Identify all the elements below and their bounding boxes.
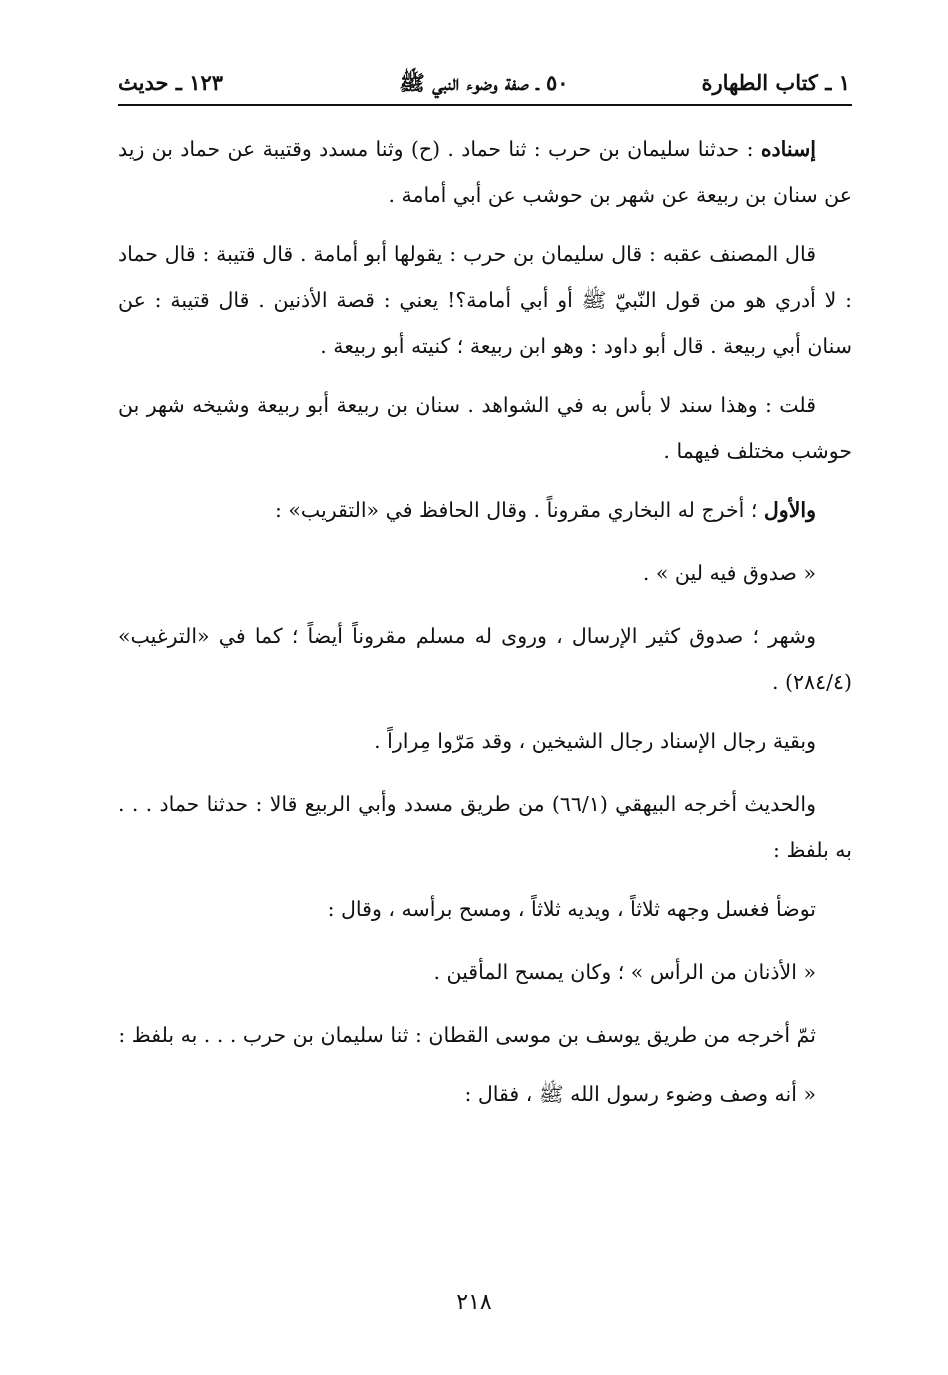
paragraph-quote-taqrib [118,550,852,596]
paragraph-text: « الأذنان من الرأس » ؛ وكان يمسح المأقين . [433,960,816,984]
paragraph-text: « صدوق فيه لين » . [642,561,816,585]
header-divider [118,104,852,106]
paragraph-remaining-narrators [118,718,852,764]
paragraph-hadith-wording [118,886,852,932]
paragraph-text: وبقية رجال الإسناد رجال الشيخين ، وقد مَرّوا مِراراً . [374,729,816,753]
paragraph-hadith-description [118,1071,852,1117]
paragraph-author-comment [118,231,852,369]
main-text [118,126,852,1134]
paragraph-first-narrator [118,487,852,533]
paragraph-text: قال المصنف عقبه : قال سليمان بن حرب : يقولها أبو أمامة . قال قتيبة : قال حماد : لا أدري هو من قول النّبيّ ﷺ أو أبي أمامة؟! يعني : قصة الأذنين . قال قتيبة : عن سنان أبي ربيعة . قال أبو داود : وهو ابن ربيعة ؛ كنيته أبو ربيعة . [118,242,852,358]
paragraph-lead: إسناده [760,137,816,161]
paragraph-bayhaqi [118,781,852,873]
paragraph-text: وشهر ؛ صدوق كثير الإرسال ، وروى له مسلم مقروناً أيضاً ؛ كما في «الترغيب» (٢٨٤/٤) . [118,624,852,694]
paragraph-isnad [118,126,852,218]
page-number: ٢١٨ [456,1290,492,1315]
header-book-title: ١ ـ كتاب الطهارة [701,70,850,95]
paragraph-assessment [118,382,852,474]
paragraph-hadith-ears [118,949,852,995]
running-header [118,64,850,104]
paragraph-text: توضأ فغسل وجهه ثلاثاً ، ويديه ثلاثاً ، ومسح برأسه ، وقال : [327,897,816,921]
paragraph-text: : حدثنا سليمان بن حرب : ثنا حماد . (ح) وثنا مسدد وقتيبة عن حماد بن زيد عن سنان بن ربيعة عن شهر بن حوشب عن أبي أمامة . [118,137,852,207]
paragraph-text: قلت : وهذا سند لا بأس به في الشواهد . سنان بن ربيعة أبو ربيعة وشيخه شهر بن حوشب مختلف فيهما . [118,393,852,463]
paragraph-text: والحديث أخرجه البيهقي (٦٦/١) من طريق مسدد وأبي الربيع قالا : حدثنا حماد . . . به بلفظ : [118,792,852,862]
paragraph-second-narrator [118,613,852,705]
paragraph-text: « أنه وصف وضوء رسول الله ﷺ ، فقال : [464,1082,816,1106]
paragraph-text: ؛ أخرج له البخاري مقروناً . وقال الحافظ في «التقريب» : [274,498,764,522]
header-chapter-title: ٥٠ ـ صفة وضوء النبي ﷺ [399,70,569,95]
paragraph-lead: والأول [763,498,816,522]
header-hadith-number: ١٢٣ ـ حديث [118,70,224,95]
paragraph-text: ثمّ أخرجه من طريق يوسف بن موسى القطان : ثنا سليمان بن حرب . . . به بلفظ : [118,1023,816,1047]
paragraph-second-route [118,1012,852,1058]
